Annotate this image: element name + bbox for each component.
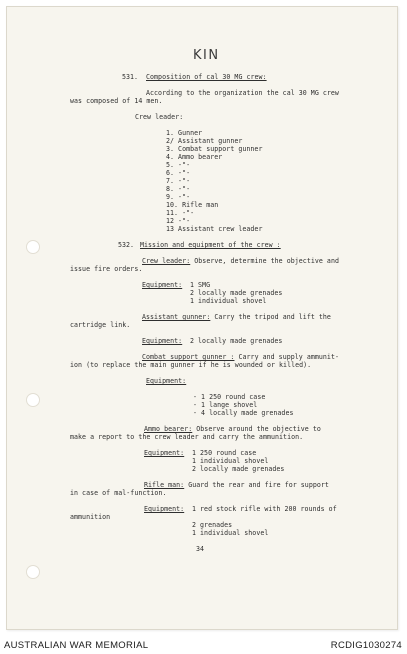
rifle-man-duty <box>144 481 329 489</box>
assistant-gunner-heading: Assistant gunner: <box>142 313 211 321</box>
ammo-bearer-duty <box>144 425 321 433</box>
crew-leader-text: Observe, determine the objective and <box>190 257 339 265</box>
equipment-item: - 4 locally made grenades <box>193 409 294 417</box>
assistant-gunner-duty <box>142 313 331 321</box>
crew-list-item: 1. Gunner <box>166 129 203 137</box>
equipment-item: 1 250 round case <box>192 449 257 457</box>
page-number: 34 <box>196 545 205 553</box>
crew-list-item: 12 -"- <box>166 217 191 225</box>
combat-support-text-line2: ion (to replace the main gunner if he is wounded or killed). <box>70 361 312 369</box>
assistant-gunner-text-line2: cartridge link. <box>70 321 131 329</box>
equipment-item: ammunition <box>70 513 111 521</box>
section-532-title: Mission and equipment of the crew : <box>140 241 281 249</box>
crew-leader-duty <box>142 257 339 265</box>
crew-list-item: 5. -"- <box>166 161 191 169</box>
equipment-item: 1 individual shovel <box>190 297 267 305</box>
crew-leader-heading: Crew leader: <box>142 257 191 265</box>
crew-list-item: 8. -"- <box>166 185 191 193</box>
equipment-item: - 1 250 round case <box>193 393 266 401</box>
equipment-label: Equipment: <box>144 505 185 513</box>
crew-list-item: 13 Assistant crew leader <box>166 225 263 233</box>
equipment-item: 1 individual shovel <box>192 529 269 537</box>
equipment-item: 1 individual shovel <box>192 457 269 465</box>
section-531-title: Composition of cal 30 MG crew: <box>146 73 267 81</box>
crew-list-item: 2/ Assistant gunner <box>166 137 243 145</box>
equipment-item: 1 SMG <box>190 281 211 289</box>
rifle-man-heading: Rifle man: <box>144 481 185 489</box>
equipment-item: 2 locally made grenades <box>192 465 285 473</box>
crew-leader-text-line2: issue fire orders. <box>70 265 143 273</box>
section-531-intro-line1: According to the organization the cal 30 MG crew <box>146 89 339 97</box>
equipment-item: 2 locally made grenades <box>190 289 283 297</box>
equipment-item: 2 grenades <box>192 521 233 529</box>
assistant-gunner-text: Carry the tripod and lift the <box>210 313 331 321</box>
crew-list-item: 4. Ammo bearer <box>166 153 223 161</box>
equipment-item: - 1 lange shovel <box>193 401 258 409</box>
equipment-label: Equipment: <box>144 449 185 457</box>
rifle-man-text-line2: in case of mal-function. <box>70 489 167 497</box>
punch-hole-middle <box>26 393 40 407</box>
footer-reference-id: RCDIG1030274 <box>330 640 402 651</box>
rifle-man-text: Guard the rear and fire for support <box>184 481 329 489</box>
footer-source: AUSTRALIAN WAR MEMORIAL <box>4 640 149 651</box>
section-532-number: 532. <box>118 241 135 249</box>
equipment-label: Equipment: <box>146 377 187 385</box>
ammo-bearer-text-line2: make a report to the crew leader and carry the ammunition. <box>70 433 304 441</box>
combat-support-text: Carry and supply ammunit- <box>234 353 339 361</box>
crew-list-item: 9. -"- <box>166 193 191 201</box>
equipment-item: 2 locally made grenades <box>190 337 283 345</box>
section-531-number: 531. <box>122 73 139 81</box>
crew-list-item: 10. Rifle man <box>166 201 219 209</box>
crew-leader-label: Crew leader: <box>135 113 184 121</box>
equipment-label: Equipment: <box>142 337 183 345</box>
combat-support-duty <box>142 353 339 361</box>
handwritten-mark: KIN <box>193 48 220 63</box>
punch-hole-bottom <box>26 565 40 579</box>
crew-list-item: 6. -"- <box>166 169 191 177</box>
crew-list-item: 7. -"- <box>166 177 191 185</box>
equipment-item: 1 red stock rifle with 200 rounds of <box>192 505 337 513</box>
ammo-bearer-text: Observe around the objective to <box>192 425 321 433</box>
equipment-label: Equipment: <box>142 281 183 289</box>
combat-support-heading: Combat support gunner : <box>142 353 235 361</box>
punch-hole-top <box>26 240 40 254</box>
ammo-bearer-heading: Ammo bearer: <box>144 425 193 433</box>
section-531-intro-line2: was composed of 14 men. <box>70 97 163 105</box>
crew-list-item: 3. Combat support gunner <box>166 145 263 153</box>
crew-list-item: 11. -"- <box>166 209 195 217</box>
